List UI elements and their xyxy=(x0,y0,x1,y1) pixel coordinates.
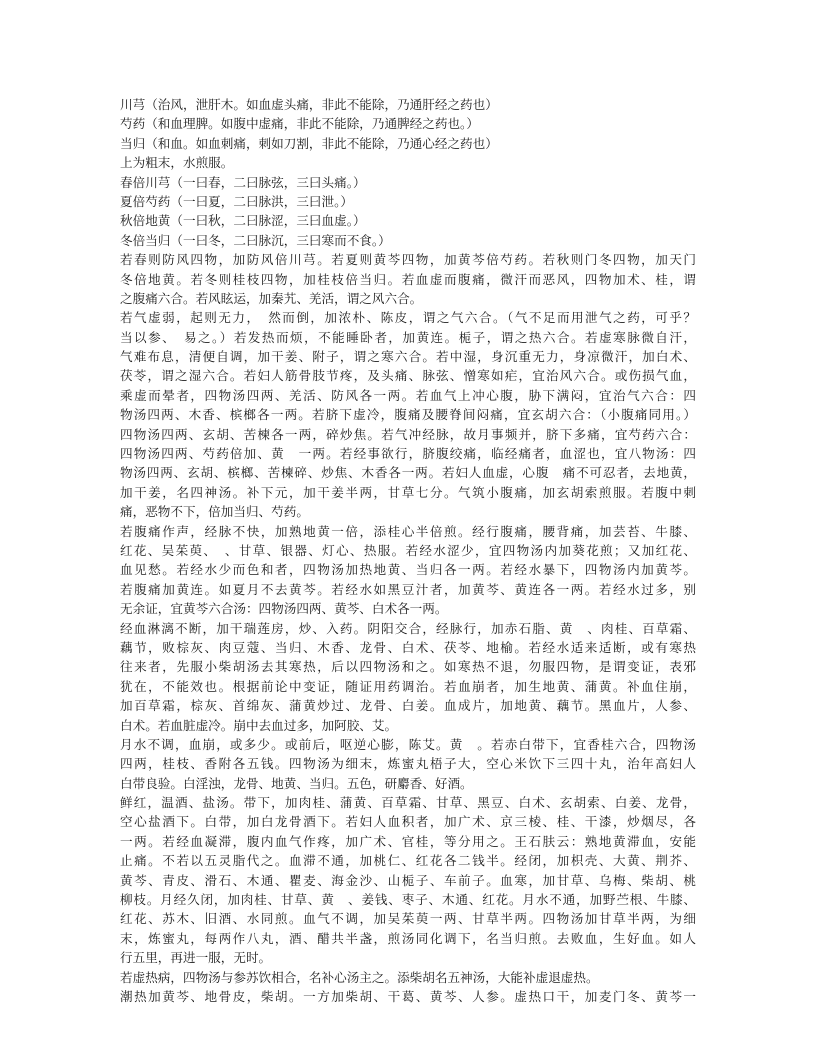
text-line: 当归（和血。如血刺痛，刺如刀割，非此不能除，乃通心经之药也） xyxy=(120,135,498,151)
text-line: 四物汤四两、玄胡、苦楝各一两，碎炒焦。若气冲经脉，故月事频并，脐下多痛，宜芍药六合： xyxy=(120,426,696,442)
text-line: 芍药（和血理脾。如腹中虚痛，非此不能除，乃通脾经之药也。） xyxy=(120,116,479,132)
text-line: 若虚热病，四物汤与参苏饮相合，名补心汤主之。添柴胡名五神汤，大能补虚退虚热。 xyxy=(120,969,599,985)
text-line: 物汤四两、木香、槟榔各一两。若脐下虚冷，腹痛及腰脊间闷痛，宜玄胡六合：（小腹痛同用。） xyxy=(120,407,696,423)
text-line: 秋倍地黄（一曰秋，二曰脉涩，三曰血虚。） xyxy=(120,213,366,229)
text-line: 犹在，不能效也。根据前论中变证，随证用药调治。若血崩者，加生地黄、蒲黄。补血住崩， xyxy=(120,678,696,694)
text-line: 末，炼蜜丸，每两作八丸，酒、醋共半盏，煎汤同化调下，名当归煎。去败血，生好血。如人 xyxy=(120,930,696,946)
text-line: 之腹痛六合。若风眩运，加秦艽、羌活，谓之风六合。 xyxy=(120,290,423,306)
text-line: 四两，桂枝、香附各五钱。四物汤为细末，炼蜜丸梧子大，空心米饮下三四十丸，治年高妇人 xyxy=(120,756,696,772)
text-line: 一两。若经血凝滞，腹内血气作疼，加广术、官桂，等分用之。王石肤云：熟地黄滞血，安能 xyxy=(120,833,696,849)
text-line: 潮热加黄芩、地骨皮，柴胡。一方加柴胡、干葛、黄芩、人参。虚热口干，加麦门冬、黄芩一 xyxy=(120,988,696,1004)
text-line: 经血淋漓不断，加干瑞莲房，炒、入药。阴阳交合，经脉行，加赤石脂、黄 、肉桂、百草霜、 xyxy=(120,620,696,636)
text-line: 月水不调，血崩，或多少。或前后，呕逆心膨，陈艾。黄 。若赤白带下，宜香桂六合，四物汤 xyxy=(120,736,696,752)
text-line: 行五里，再进一服，无时。 xyxy=(120,950,272,966)
text-line: 白术。若血脏虚冷。崩中去血过多，加阿胶、艾。 xyxy=(120,717,398,733)
text-line: 气难布息，清便自调，加干姜、附子，谓之寒六合。若中湿，身沉重无力，身凉微汗，加白术、 xyxy=(120,349,696,365)
text-line: 红花、吴茱萸、 、甘草、银器、灯心、热服。若经水涩少，宜四物汤内加葵花煎；又加红花、 xyxy=(120,542,696,558)
text-line: 四物汤四两、芍药倍加、黄 一两。若经事欲行，脐腹绞痛，临经痛者，血涩也，宜八物汤：四 xyxy=(120,446,696,462)
text-line: 藕节，败棕灰、肉豆蔻、当归、木香、龙骨、白术、茯苓、地榆。若经水适来适断，或有寒热 xyxy=(120,639,696,655)
text-line: 止痛。不若以五灵脂代之。血滞不通，加桃仁、红花各二钱半。经闭，加枳壳、大黄、荆芥、 xyxy=(120,853,696,869)
text-line: 鲜红，温酒、盐汤。带下，加肉桂、蒲黄、百草霜、甘草、黑豆、白术、玄胡索、白姜、龙骨， xyxy=(120,795,696,811)
text-line: 春倍川芎（一曰春，二曰脉弦，三曰头痛。） xyxy=(120,174,366,190)
text-line: 柳枝。月经久闭，加肉桂、甘草、黄 、姜钱、枣子、木通、红花。月水不通，加野苎根、牛膝、 xyxy=(120,892,696,908)
text-line: 乘虚而晕者，四物汤四两、羌活、防风各一两。若血气上冲心腹，胁下满闷，宜治气六合：四 xyxy=(120,387,696,403)
text-line: 白带良验。白淫浊，龙骨、地黄、当归。五色，研麝香、好酒。 xyxy=(120,775,473,791)
text-line: 若春则防风四物，加防风倍川芎。若夏则黄芩四物，加黄芩倍芍药。若秋则门冬四物，加天门 xyxy=(120,252,696,268)
text-line: 冬倍地黄。若冬则桂枝四物，加桂枝倍当归。若血虚而腹痛，微汗而恶风，四物加术、桂，谓 xyxy=(120,271,696,287)
text-line: 黄芩、青皮、滑石、木通、瞿麦、海金沙、山栀子、车前子。血寒，加甘草、乌梅、柴胡、桃 xyxy=(120,872,696,888)
text-line: 痛，恶物不下，倍加当归、芍药。 xyxy=(120,504,309,520)
text-line: 当以参、 易之。）若发热而烦，不能睡卧者，加黄连。栀子，谓之热六合。若虚寒脉微自汗， xyxy=(120,329,696,345)
text-line: 加百草霜，棕灰、首绵灰、蒲黄炒过、龙骨、白姜。血成片，加地黄、藕节。黑血片，人参、 xyxy=(120,698,696,714)
text-line: 若腹痛加黄连。如夏月不去黄芩。若经水如黑豆汁者，加黄芩、黄连各一两。若经水过多，别 xyxy=(120,581,696,597)
text-line: 若腹痛作声，经脉不快，加熟地黄一倍，添桂心半倍煎。经行腹痛，腰背痛，加芸苔、牛膝、 xyxy=(120,523,696,539)
text-line: 往来者，先服小柴胡汤去其寒热，后以四物汤和之。如寒热不退，勿服四物，是谓变证，表邪 xyxy=(120,659,696,675)
text-line: 血见愁。若经水少而色和者，四物汤加热地黄、当归各一两。若经水暴下，四物汤内加黄芩。 xyxy=(120,562,696,578)
text-line: 无余证，宜黄芩六合汤：四物汤四两、黄芩、白术各一两。 xyxy=(120,601,448,617)
document-page xyxy=(120,95,696,1006)
text-line: 冬倍当归（一曰冬，二曰脉沉，三曰寒而不食。） xyxy=(120,232,391,248)
text-line: 上为粗末，水煎服。 xyxy=(120,155,234,171)
text-line: 茯苓，谓之湿六合。若妇人筋骨肢节疼，及头痛、脉弦、憎寒如疟，宜治风六合。或伤损气血， xyxy=(120,368,696,384)
text-line: 空心盐酒下。白带，加白龙骨酒下。若妇人血积者，加广术、京三棱、桂、干漆，炒烟尽，各 xyxy=(120,814,696,830)
text-line: 夏倍芍药（一曰夏，二曰脉洪，三曰泄。） xyxy=(120,193,353,209)
text-line: 若气虚弱，起则无力， 然而倒，加浓朴、陈皮，谓之气六合。（气不足而用泄气之药，可乎？ xyxy=(120,310,696,326)
text-line: 川芎（治风，泄肝木。如血虚头痛，非此不能除，乃通肝经之药也） xyxy=(120,97,498,112)
text-line: 红花、苏木、旧酒、水同煎。血气不调，加吴茱萸一两、甘草半两。四物汤加甘草半两，为细 xyxy=(120,911,696,927)
text-line: 加干姜，名四神汤。补下元，加干姜半两，甘草七分。气筑小腹痛，加玄胡索煎服。若腹中刺 xyxy=(120,484,696,500)
text-line: 物汤四两、玄胡、槟榔、苦楝碎、炒焦、木香各一两。若妇人血虚，心腹 痛不可忍者，去地黄， xyxy=(120,465,696,481)
